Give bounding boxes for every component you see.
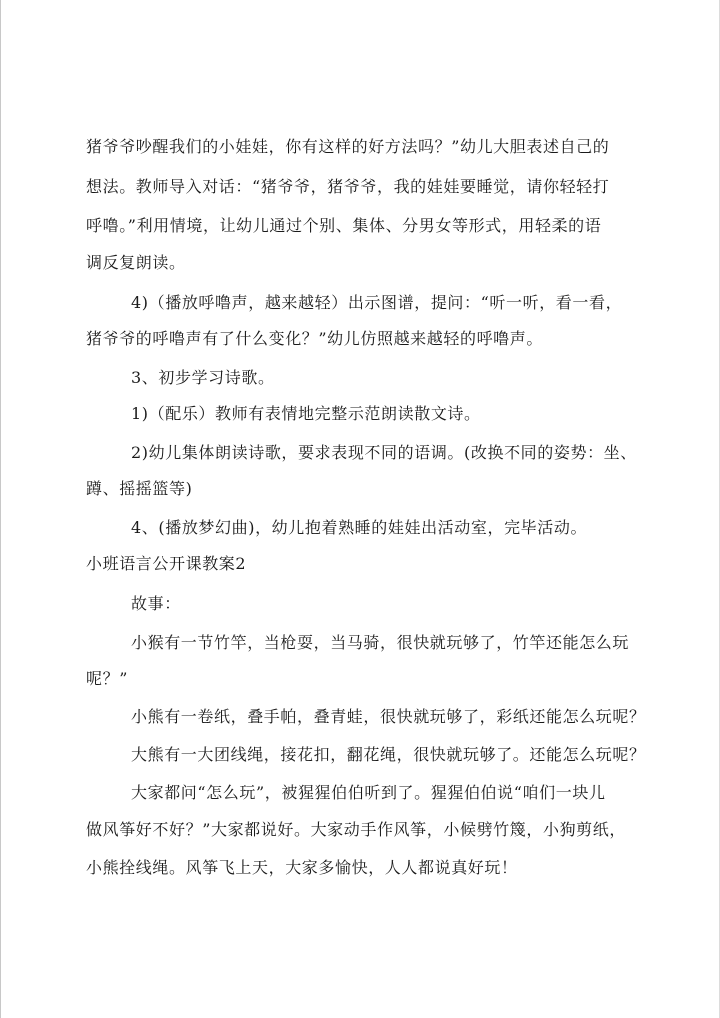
- text-line: 做风筝好不好？”大家都说好。大家动手作风筝，小候劈竹篾，小狗剪纸，: [86, 820, 626, 839]
- text-line: 故事：: [131, 594, 181, 613]
- text-line: 小猴有一节竹竿，当枪耍，当马骑，很快就玩够了，竹竿还能怎么玩: [131, 633, 630, 652]
- text-line: 小熊拴线绳。风筝飞上天，大家多愉快，人人都说真好玩！: [86, 858, 518, 877]
- section-heading: 小班语言公开课教案2: [86, 554, 247, 573]
- text-line: 1)（配乐）教师有表情地完整示范朗读散文诗。: [131, 404, 481, 423]
- text-line: 小熊有一卷纸，叠手帕，叠青蛙，很快就玩够了，彩纸还能怎么玩呢？: [131, 707, 646, 726]
- text-line: 呢？”: [86, 669, 128, 688]
- text-line: 大熊有一大团线绳，接花扣，翻花绳，很快就玩够了。还能怎么玩呢？: [131, 745, 646, 764]
- text-line: 4、(播放梦幻曲)，幼儿抱着熟睡的娃娃出活动室，完毕活动。: [131, 518, 588, 537]
- page-border-left: [0, 0, 1, 1018]
- text-line: 猪爷爷吵醒我们的小娃娃，你有这样的好方法吗？”幼儿大胆表述自己的: [86, 137, 610, 156]
- text-line: 2)幼儿集体朗读诗歌，要求表现不同的语调。(改换不同的姿势：坐、: [131, 443, 637, 462]
- text-line: 4)（播放呼噜声，越来越轻）出示图谱，提问：“听一听，看一看，: [131, 293, 623, 312]
- text-line: 想法。教师导入对话：“猪爷爷，猪爷爷，我的娃娃要睡觉，请你轻轻打: [86, 177, 610, 196]
- text-line: 呼噜。”利用情境，让幼儿通过个别、集体、分男女等形式，用轻柔的语: [86, 216, 602, 235]
- text-line: 蹲、摇摇篮等): [86, 479, 193, 498]
- text-line: 3、初步学习诗歌。: [131, 368, 275, 387]
- text-line: 猪爷爷的呼噜声有了什么变化？”幼儿仿照越来越轻的呼噜声。: [86, 329, 543, 348]
- text-line: 大家都问“怎么玩”，被猩猩伯伯听到了。猩猩伯伯说“咱们一块儿: [131, 783, 606, 802]
- text-line: 调反复朗读。: [86, 253, 186, 272]
